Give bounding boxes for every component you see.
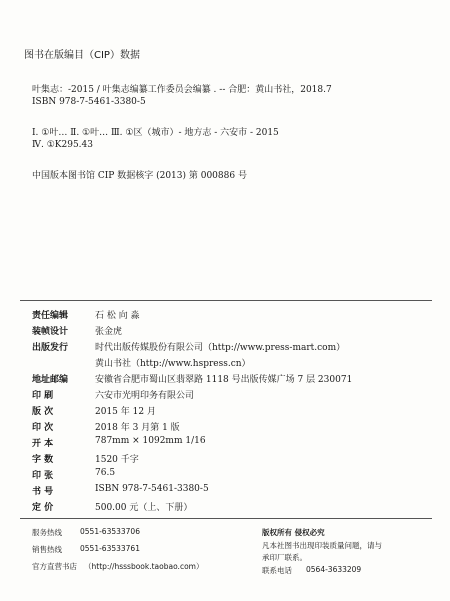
cip-subject-line: Ⅰ. ①叶… Ⅱ. ①叶… Ⅲ. ①区（城市）- 地方志 - 六安市 - 2015 — [32, 128, 279, 138]
colophon-value: 500.00 元（上、下册） — [95, 503, 193, 513]
colophon-value: 2015 年 12 月 — [95, 407, 156, 417]
colophon-value: 1520 千字 — [95, 455, 139, 465]
colophon-label: 装帧设计 — [32, 327, 69, 337]
colophon-value: 石 松 向 淼 — [95, 311, 140, 321]
colophon-value: ISBN 978-7-5461-3380-5 — [95, 484, 209, 494]
colophon-label: 定 价 — [32, 503, 54, 513]
service-hotline-label: 服务热线 — [32, 528, 62, 537]
colophon-label: 出版发行 — [32, 343, 69, 353]
colophon-label: 开 本 — [32, 439, 54, 449]
colophon-label: 责任编辑 — [32, 311, 69, 321]
colophon-label: 印 次 — [32, 423, 54, 433]
colophon-label: 印 刷 — [32, 391, 54, 401]
contact-phone-label: 联系电话 — [262, 566, 292, 575]
colophon-value: 76.5 — [95, 468, 116, 478]
colophon-value: 黄山书社（http://www.hspress.cn） — [95, 359, 251, 369]
colophon-value: 安徽省合肥市蜀山区翡翠路 1118 号出版传媒广场 7 层 230071 — [95, 375, 353, 385]
colophon-value: 2018 年 3 月第 1 版 — [95, 423, 180, 433]
copyright-notice: 版权所有 侵权必究 — [262, 528, 325, 537]
colophon-label: 字 数 — [32, 455, 54, 465]
cip-isbn: ISBN 978-7-5461-3380-5 — [32, 97, 146, 107]
cip-catalog-line: 叶集志：-2015 / 叶集志编纂工作委员会编纂 . -- 合肥：黄山书社，2018.7 — [32, 85, 332, 95]
colophon-value: 张金虎 — [95, 327, 123, 337]
colophon-label: 地址邮编 — [32, 375, 69, 385]
sales-hotline-label: 销售热线 — [32, 545, 62, 554]
service-hotline-value: 0551-63533706 — [80, 527, 140, 536]
quality-notice-line2: 承印厂联系。 — [262, 553, 307, 562]
colophon-value: 时代出版传媒股份有限公司（http://www.press-mart.com） — [95, 343, 346, 353]
official-store-label: 官方直营书店 — [32, 562, 77, 571]
contact-phone-value: 0564-3633209 — [306, 565, 362, 574]
colophon-label: 版 次 — [32, 407, 54, 417]
sales-hotline-value: 0551-63533761 — [80, 544, 140, 553]
quality-notice-line1: 凡本社图书出现印装质量问题，请与 — [262, 541, 382, 550]
divider-top — [20, 300, 432, 301]
official-store-link: （http://hsssbook.taobao.com） — [84, 562, 204, 571]
cip-classification: Ⅳ. ①K295.43 — [32, 140, 93, 150]
colophon-label: 书 号 — [32, 487, 54, 497]
colophon-value: 787mm × 1092mm 1/16 — [95, 436, 206, 446]
colophon-value: 六安市光明印务有限公司 — [95, 391, 195, 401]
colophon-label: 印 张 — [32, 471, 54, 481]
cip-record-number: 中国版本图书馆 CIP 数据核字 (2013) 第 000886 号 — [32, 171, 247, 181]
divider-bottom — [20, 518, 432, 519]
cip-heading: 图书在版编目（CIP）数据 — [24, 50, 140, 61]
